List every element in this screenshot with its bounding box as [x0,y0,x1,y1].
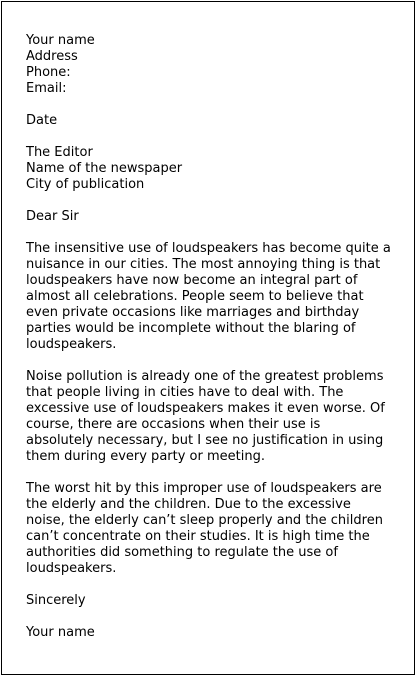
salutation: Dear Sir [26,209,79,224]
paragraph-line: excessive use of loudspeakers makes it even worse. Of [26,401,385,416]
sender-address: Address [26,49,78,64]
paragraph-line: authorities did something to regulate the use of [26,545,338,560]
paragraph-line: course, there are occasions when their use is [26,417,321,432]
paragraph-line: parties would be incomplete without the blaring of [26,321,356,336]
paragraph-line: the elderly and the children. Due to the excessive [26,497,351,512]
paragraph-line: loudspeakers. [26,337,117,352]
paragraph-line: Noise pollution is already one of the greatest problems [26,369,384,384]
signature-block [26,625,406,641]
paragraph-line: almost all celebrations. People seem to believe that [26,289,364,304]
paragraph-line: loudspeakers have now become an integral part of [26,273,358,288]
salutation-block [26,209,406,225]
paragraph-line: can’t concentrate on their studies. It is high time the [26,529,370,544]
letter-date: Date [26,113,58,128]
paragraph-line: noise, the elderly can’t sleep properly and the children [26,513,383,528]
paragraph-line: loudspeakers. [26,561,117,576]
paragraph-2 [26,369,406,465]
recipient-newspaper: Name of the newspaper [26,161,183,176]
recipient-title: The Editor [26,145,93,160]
letter-body [26,33,406,657]
letter-frame [1,1,415,675]
recipient-city: City of publication [26,177,145,192]
signature: Your name [26,625,95,640]
sender-phone: Phone: [26,65,71,80]
date-block [26,113,406,129]
closing-block [26,593,406,609]
paragraph-line: even private occasions like marriages and birthday [26,305,360,320]
paragraph-3 [26,481,406,577]
paragraph-line: them during every party or meeting. [26,449,265,464]
recipient-block [26,145,406,193]
sender-block [26,33,406,97]
sender-email: Email: [26,81,67,96]
closing: Sincerely [26,593,86,608]
paragraph-line: The worst hit by this improper use of loudspeakers are [26,481,382,496]
paragraph-1 [26,241,406,353]
sender-name: Your name [26,33,95,48]
paragraph-line: absolutely necessary, but I see no justification in using [26,433,384,448]
paragraph-line: that people living in cities have to deal with. The [26,385,344,400]
paragraph-line: The insensitive use of loudspeakers has become quite a [26,241,391,256]
paragraph-line: nuisance in our cities. The most annoying thing is that [26,257,381,272]
